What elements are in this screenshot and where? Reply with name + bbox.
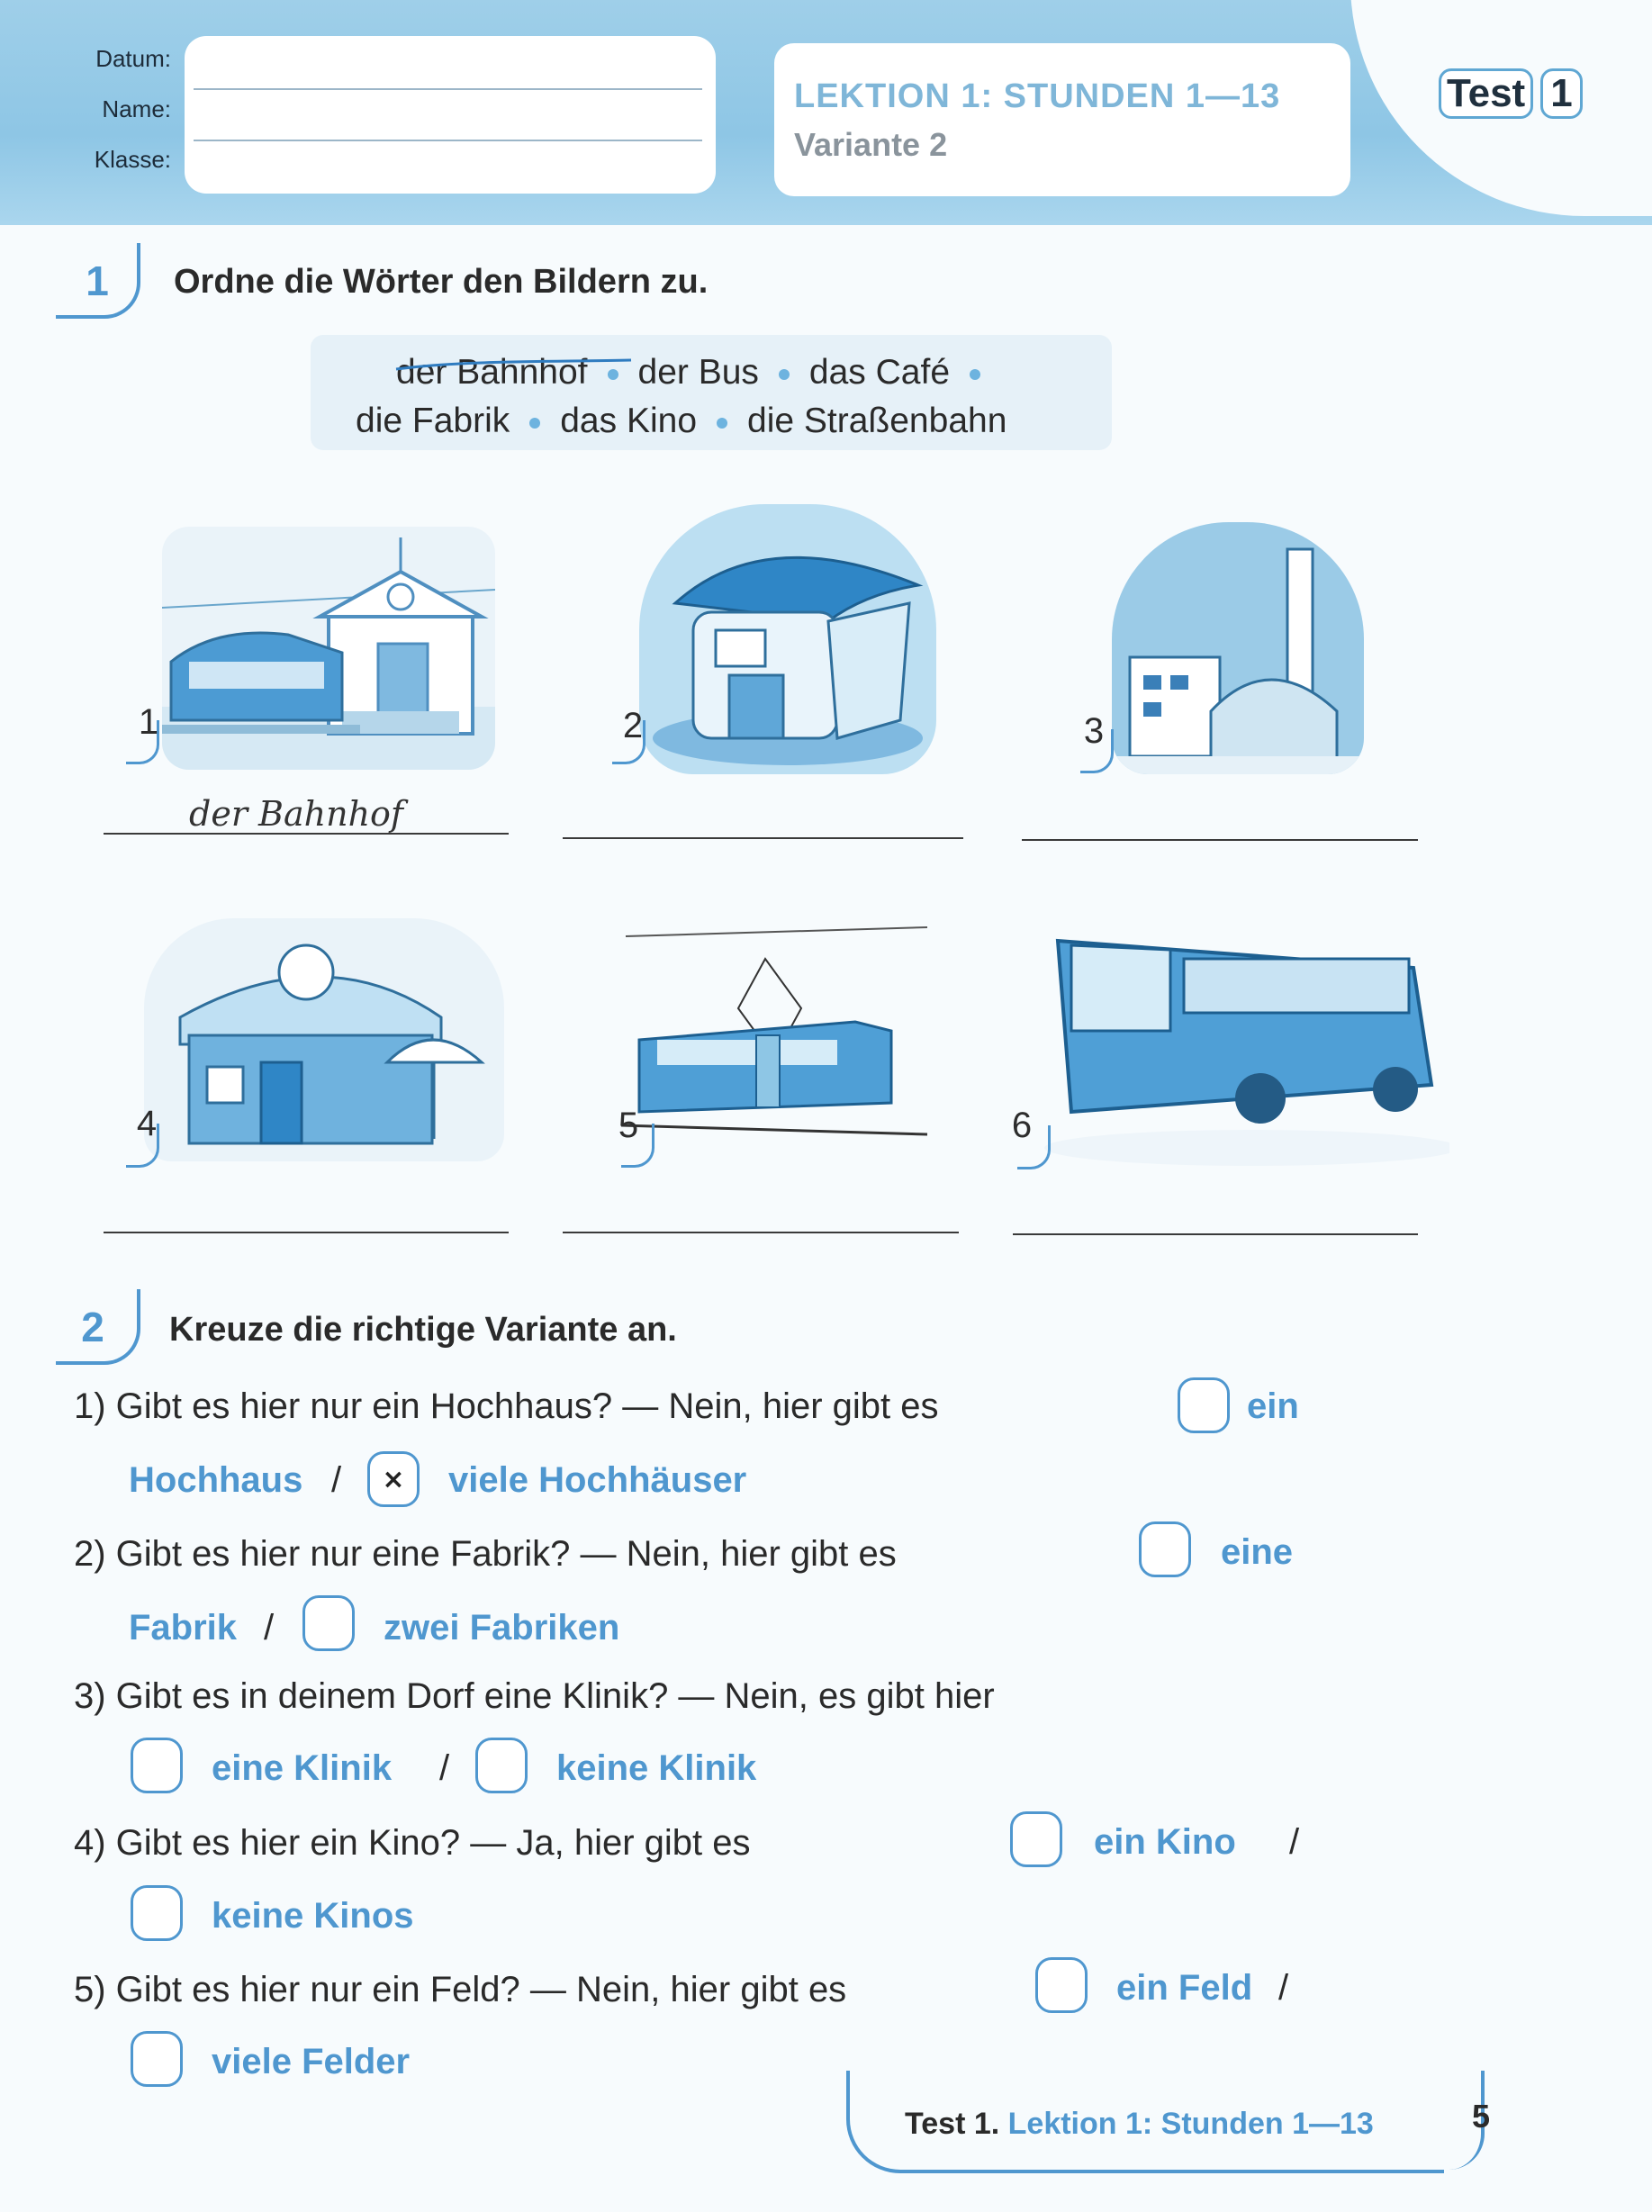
bullet-dot <box>529 418 540 429</box>
option-5b: viele Felder <box>212 2042 411 2081</box>
answer-line-4[interactable] <box>104 1232 509 1233</box>
test-badge-word: Test <box>1439 68 1533 119</box>
question-5: 5) Gibt es hier nur ein Feld? — Nein, hier gibt es <box>74 1970 847 2009</box>
factory-illustration <box>1112 522 1364 774</box>
checkbox-4b[interactable] <box>131 1885 183 1941</box>
picture-1-number: 1 <box>138 702 159 742</box>
picture-5-number: 5 <box>618 1106 639 1145</box>
section-1-number: 1 <box>86 257 109 304</box>
picture-2 <box>639 504 936 774</box>
picture-4 <box>144 918 504 1161</box>
exercise-1-instruction: Ordne die Wörter den Bildern zu. <box>174 263 709 301</box>
option-2a: eine <box>1221 1532 1294 1572</box>
exercise-2-instruction: Kreuze die richtige Variante an. <box>169 1311 677 1349</box>
option-5a: ein Feld <box>1116 1968 1253 2008</box>
option-4a: ein Kino <box>1094 1822 1236 1862</box>
footer-test-label: Test 1. <box>905 2107 1000 2141</box>
checkbox-2a[interactable] <box>1139 1521 1191 1577</box>
answer-line-6[interactable] <box>1013 1233 1418 1235</box>
date-label: Datum: <box>95 45 171 72</box>
option-4b: keine Kinos <box>212 1896 414 1936</box>
option-3a: eine Klinik <box>212 1748 393 1788</box>
picture-5 <box>621 923 932 1152</box>
word-fabrik: die Fabrik <box>356 402 510 440</box>
class-field[interactable] <box>194 140 702 141</box>
checkbox-4a[interactable] <box>1010 1811 1062 1867</box>
picture-1 <box>162 527 495 770</box>
cafe-illustration <box>144 918 504 1161</box>
picture-6 <box>1035 896 1449 1166</box>
picture-3-number: 3 <box>1083 711 1105 751</box>
word-bahnhof: der Bahnhof <box>396 353 588 392</box>
word-bus: der Bus <box>637 353 759 392</box>
student-info-box <box>185 36 716 194</box>
question-1: 1) Gibt es hier nur ein Hochhaus? — Nein, hier gibt es <box>74 1386 939 1426</box>
answer-line-5[interactable] <box>563 1232 959 1233</box>
separator-slash: / <box>264 1608 275 1648</box>
bus-illustration <box>1035 896 1449 1166</box>
picture-2-number: 2 <box>622 706 644 745</box>
option-2a-cont: Fabrik <box>129 1608 238 1648</box>
checkbox-5b[interactable] <box>131 2031 183 2087</box>
lesson-title: LEKTION 1: STUNDEN 1—13 <box>794 77 1281 115</box>
class-label: Klasse: <box>94 146 171 173</box>
variant-label: Variante 2 <box>794 126 948 163</box>
tram-illustration <box>621 923 932 1152</box>
picture-6-number: 6 <box>1011 1106 1033 1145</box>
checkbox-1a[interactable] <box>1178 1377 1230 1433</box>
checkbox-3a[interactable] <box>131 1738 183 1793</box>
question-3: 3) Gibt es in deinem Dorf eine Klinik? — Nein, es gibt hier <box>74 1676 995 1716</box>
bullet-dot <box>717 418 727 429</box>
option-1a-cont: Hochhaus <box>129 1460 303 1500</box>
answer-1-text: der Bahnhof <box>189 794 404 834</box>
lesson-box <box>774 43 1350 196</box>
word-strassenbahn: die Straßenbahn <box>747 402 1007 440</box>
question-2: 2) Gibt es hier nur eine Fabrik? — Nein, hier gibt es <box>74 1534 897 1574</box>
answer-line-3[interactable] <box>1022 839 1418 841</box>
bullet-dot <box>779 369 790 380</box>
page-number: 5 <box>1472 2098 1491 2135</box>
option-2b: zwei Fabriken <box>384 1608 620 1648</box>
word-cafe: das Café <box>808 353 951 392</box>
checkbox-1b[interactable]: × <box>367 1451 420 1507</box>
train-station-illustration <box>162 527 495 770</box>
option-3b: keine Klinik <box>556 1748 757 1788</box>
bullet-dot <box>970 369 980 380</box>
test-badge-number: 1 <box>1540 68 1582 119</box>
cinema-illustration <box>639 504 936 774</box>
strikethrough-mark <box>394 358 633 371</box>
name-field[interactable] <box>194 88 702 90</box>
option-1a: ein <box>1247 1386 1299 1426</box>
question-4: 4) Gibt es hier ein Kino? — Ja, hier gibt es <box>74 1823 751 1863</box>
footer-lesson: Lektion 1: Stunden 1—13 <box>1007 2107 1374 2141</box>
word-bank-line-2 <box>356 402 1007 441</box>
separator-slash: / <box>1278 1968 1289 2008</box>
checkbox-2b[interactable] <box>302 1595 355 1651</box>
answer-line-2[interactable] <box>563 837 963 839</box>
checkbox-5a[interactable] <box>1035 1957 1088 2013</box>
footer-text <box>905 2107 1374 2142</box>
word-kino: das Kino <box>560 402 698 440</box>
name-label: Name: <box>102 95 171 122</box>
checkbox-3b[interactable] <box>475 1738 528 1793</box>
picture-4-number: 4 <box>136 1104 158 1143</box>
test-badge <box>1430 68 1592 119</box>
separator-slash: / <box>439 1748 450 1788</box>
separator-slash: / <box>1289 1822 1300 1862</box>
section-2-number: 2 <box>81 1304 104 1350</box>
option-1b: viele Hochhäuser <box>448 1460 747 1500</box>
separator-slash: / <box>331 1460 342 1500</box>
picture-3 <box>1112 522 1364 774</box>
